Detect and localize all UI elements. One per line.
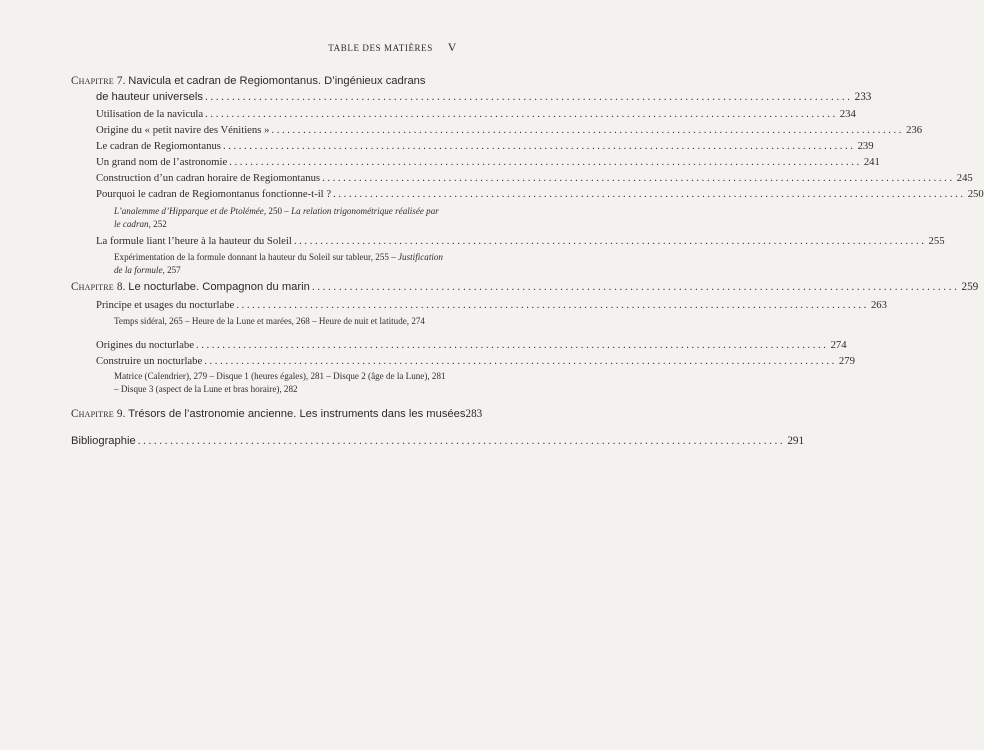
toc-entry-page: 263 bbox=[870, 299, 887, 311]
chapter-8-title: Le nocturlabe. Compagnon du marin bbox=[128, 281, 310, 293]
bibliography-page: 291 bbox=[787, 435, 805, 447]
page-number: V bbox=[447, 40, 457, 54]
toc-entry[interactable] bbox=[96, 156, 880, 168]
dot-leader: ........................................................................................................................ bbox=[311, 281, 960, 293]
toc-entry[interactable] bbox=[96, 108, 856, 120]
toc-entry-title: Le cadran de Regiomontanus bbox=[96, 140, 221, 152]
chapter-8-page: 259 bbox=[961, 281, 979, 293]
chapter-7-title-line2: de hauteur universels bbox=[96, 91, 203, 103]
dot-leader: ........................................................................................................................ bbox=[322, 172, 955, 184]
chapter-8-heading[interactable]: Chapitre 8. Le nocturlabe. Compagnon du marin ........................................................................................................................ 259 bbox=[71, 281, 979, 293]
dot-leader: ........................................................................................................................ bbox=[204, 91, 853, 103]
toc-entry-page: 255 bbox=[928, 235, 945, 247]
dot-leader: ........................................................................................................................ bbox=[333, 188, 966, 200]
dot-leader: ........................................................................................................................ bbox=[229, 156, 862, 168]
toc-entry[interactable] bbox=[96, 339, 847, 351]
subsection-title: La relation trigonométrique réalisée par le cadran, bbox=[114, 206, 439, 229]
subsection-text: Temps sidéral, 265 – Heure de la Lune et marées, 268 – Heure de nuit et latitude, 274 bbox=[114, 316, 425, 326]
chapter-9-title: Trésors de l’astronomie ancienne. Les instruments dans les musées bbox=[128, 408, 466, 420]
toc-entry-page: 279 bbox=[838, 355, 855, 367]
dot-leader: ........................................................................................................................ bbox=[293, 235, 927, 247]
toc-entry[interactable] bbox=[96, 188, 984, 200]
chapter-9-page: 283 bbox=[465, 408, 483, 420]
dot-leader: ........................................................................................................................ bbox=[195, 339, 829, 351]
subsection-list bbox=[114, 370, 447, 395]
chapter-7-heading-cont bbox=[96, 91, 872, 103]
toc-entry-title: La formule liant l’heure à la hauteur du Soleil bbox=[96, 235, 292, 247]
dot-leader: ........................................................................................................................ bbox=[137, 435, 786, 447]
toc-entry[interactable] bbox=[96, 355, 855, 367]
toc-entry-page: 241 bbox=[863, 156, 880, 168]
subsection-page: 252 bbox=[153, 218, 167, 229]
toc-entry-title: Origines du nocturlabe bbox=[96, 339, 194, 351]
toc-entry-title: Origine du « petit navire des Vénitiens » bbox=[96, 124, 270, 136]
subsection-list bbox=[114, 315, 447, 328]
running-head bbox=[328, 40, 457, 55]
toc-entry-title: Construction d’un cadran horaire de Regiomontanus bbox=[96, 172, 321, 184]
chapter-9-label: Chapitre 9 bbox=[71, 408, 123, 420]
subsection-page: 255 bbox=[375, 252, 389, 262]
chapter-7-page: 233 bbox=[854, 91, 872, 103]
toc-entry-page: 274 bbox=[830, 339, 847, 351]
toc-entry[interactable] bbox=[96, 140, 874, 152]
toc-entry-title: Pourquoi le cadran de Regiomontanus fonctionne-t-il ? bbox=[96, 188, 332, 200]
chapter-9-heading[interactable]: Chapitre 9. Trésors de l’astronomie ancienne. Les instruments dans les musées 283 bbox=[71, 408, 483, 420]
chapter-7-heading: Chapitre 7. Navicula et cadran de Regiomontanus. D’ingénieux cadrans bbox=[71, 75, 426, 87]
toc-entry-page: 250 bbox=[967, 188, 984, 200]
bibliography-title: Bibliographie bbox=[71, 435, 136, 447]
bibliography-entry[interactable] bbox=[71, 435, 805, 447]
chapter-7-label: Chapitre 7 bbox=[71, 75, 123, 87]
dot-leader: ........................................................................................................................ bbox=[222, 140, 856, 152]
subsection-page: 250 bbox=[268, 206, 283, 216]
subsection-list: Expérimentation de la formule donnant la hauteur du Soleil sur tableur, 255 – Justification de la formule, 257 bbox=[114, 252, 443, 275]
toc-entry-page: 234 bbox=[839, 108, 856, 120]
dot-leader: ........................................................................................................................ bbox=[204, 355, 837, 367]
chapter-8-label: Chapitre 8 bbox=[71, 281, 123, 293]
toc-entry-title: Construire un nocturlabe bbox=[96, 355, 203, 367]
toc-entry[interactable] bbox=[96, 235, 945, 247]
dot-leader: ........................................................................................................................ bbox=[271, 124, 905, 136]
subsection-list: L’analemme d’Hipparque et de Ptolémée, 250 – La relation trigonométrique réalisée par le cadran, 252 bbox=[114, 206, 439, 229]
toc-entry[interactable] bbox=[96, 124, 923, 136]
running-head-title: TABLE DES MATIÈRES bbox=[328, 43, 433, 53]
subsection-title: Justification de la formule, bbox=[114, 252, 443, 275]
toc-entry-page: 245 bbox=[956, 172, 973, 184]
subsection-text: Matrice (Calendrier), 279 – Disque 1 (heures égales), 281 – Disque 2 (âge de la Lune), 281 – Disque 3 (aspect de la Lune et bras horaire), 282 bbox=[114, 371, 446, 394]
toc-entry-title: Utilisation de la navicula bbox=[96, 108, 204, 120]
subsection-title: L’analemme d’Hipparque et de Ptolémée, bbox=[114, 206, 267, 216]
dot-leader: ........................................................................................................................ bbox=[236, 299, 869, 311]
chapter-7-title-line1: Navicula et cadran de Regiomontanus. D’ingénieux cadrans bbox=[128, 75, 426, 87]
subsection-page: 257 bbox=[167, 264, 181, 275]
toc-entry-title: Principe et usages du nocturlabe bbox=[96, 299, 235, 311]
toc-entry-title: Un grand nom de l’astronomie bbox=[96, 156, 228, 168]
toc-entry[interactable] bbox=[96, 172, 973, 184]
toc-entry[interactable] bbox=[96, 299, 887, 311]
toc-entry-page: 239 bbox=[857, 140, 874, 152]
dot-leader: ........................................................................................................................ bbox=[205, 108, 838, 120]
toc-entry-page: 236 bbox=[906, 124, 923, 136]
subsection-title: Expérimentation de la formule donnant la hauteur du Soleil sur tableur, bbox=[114, 252, 373, 262]
